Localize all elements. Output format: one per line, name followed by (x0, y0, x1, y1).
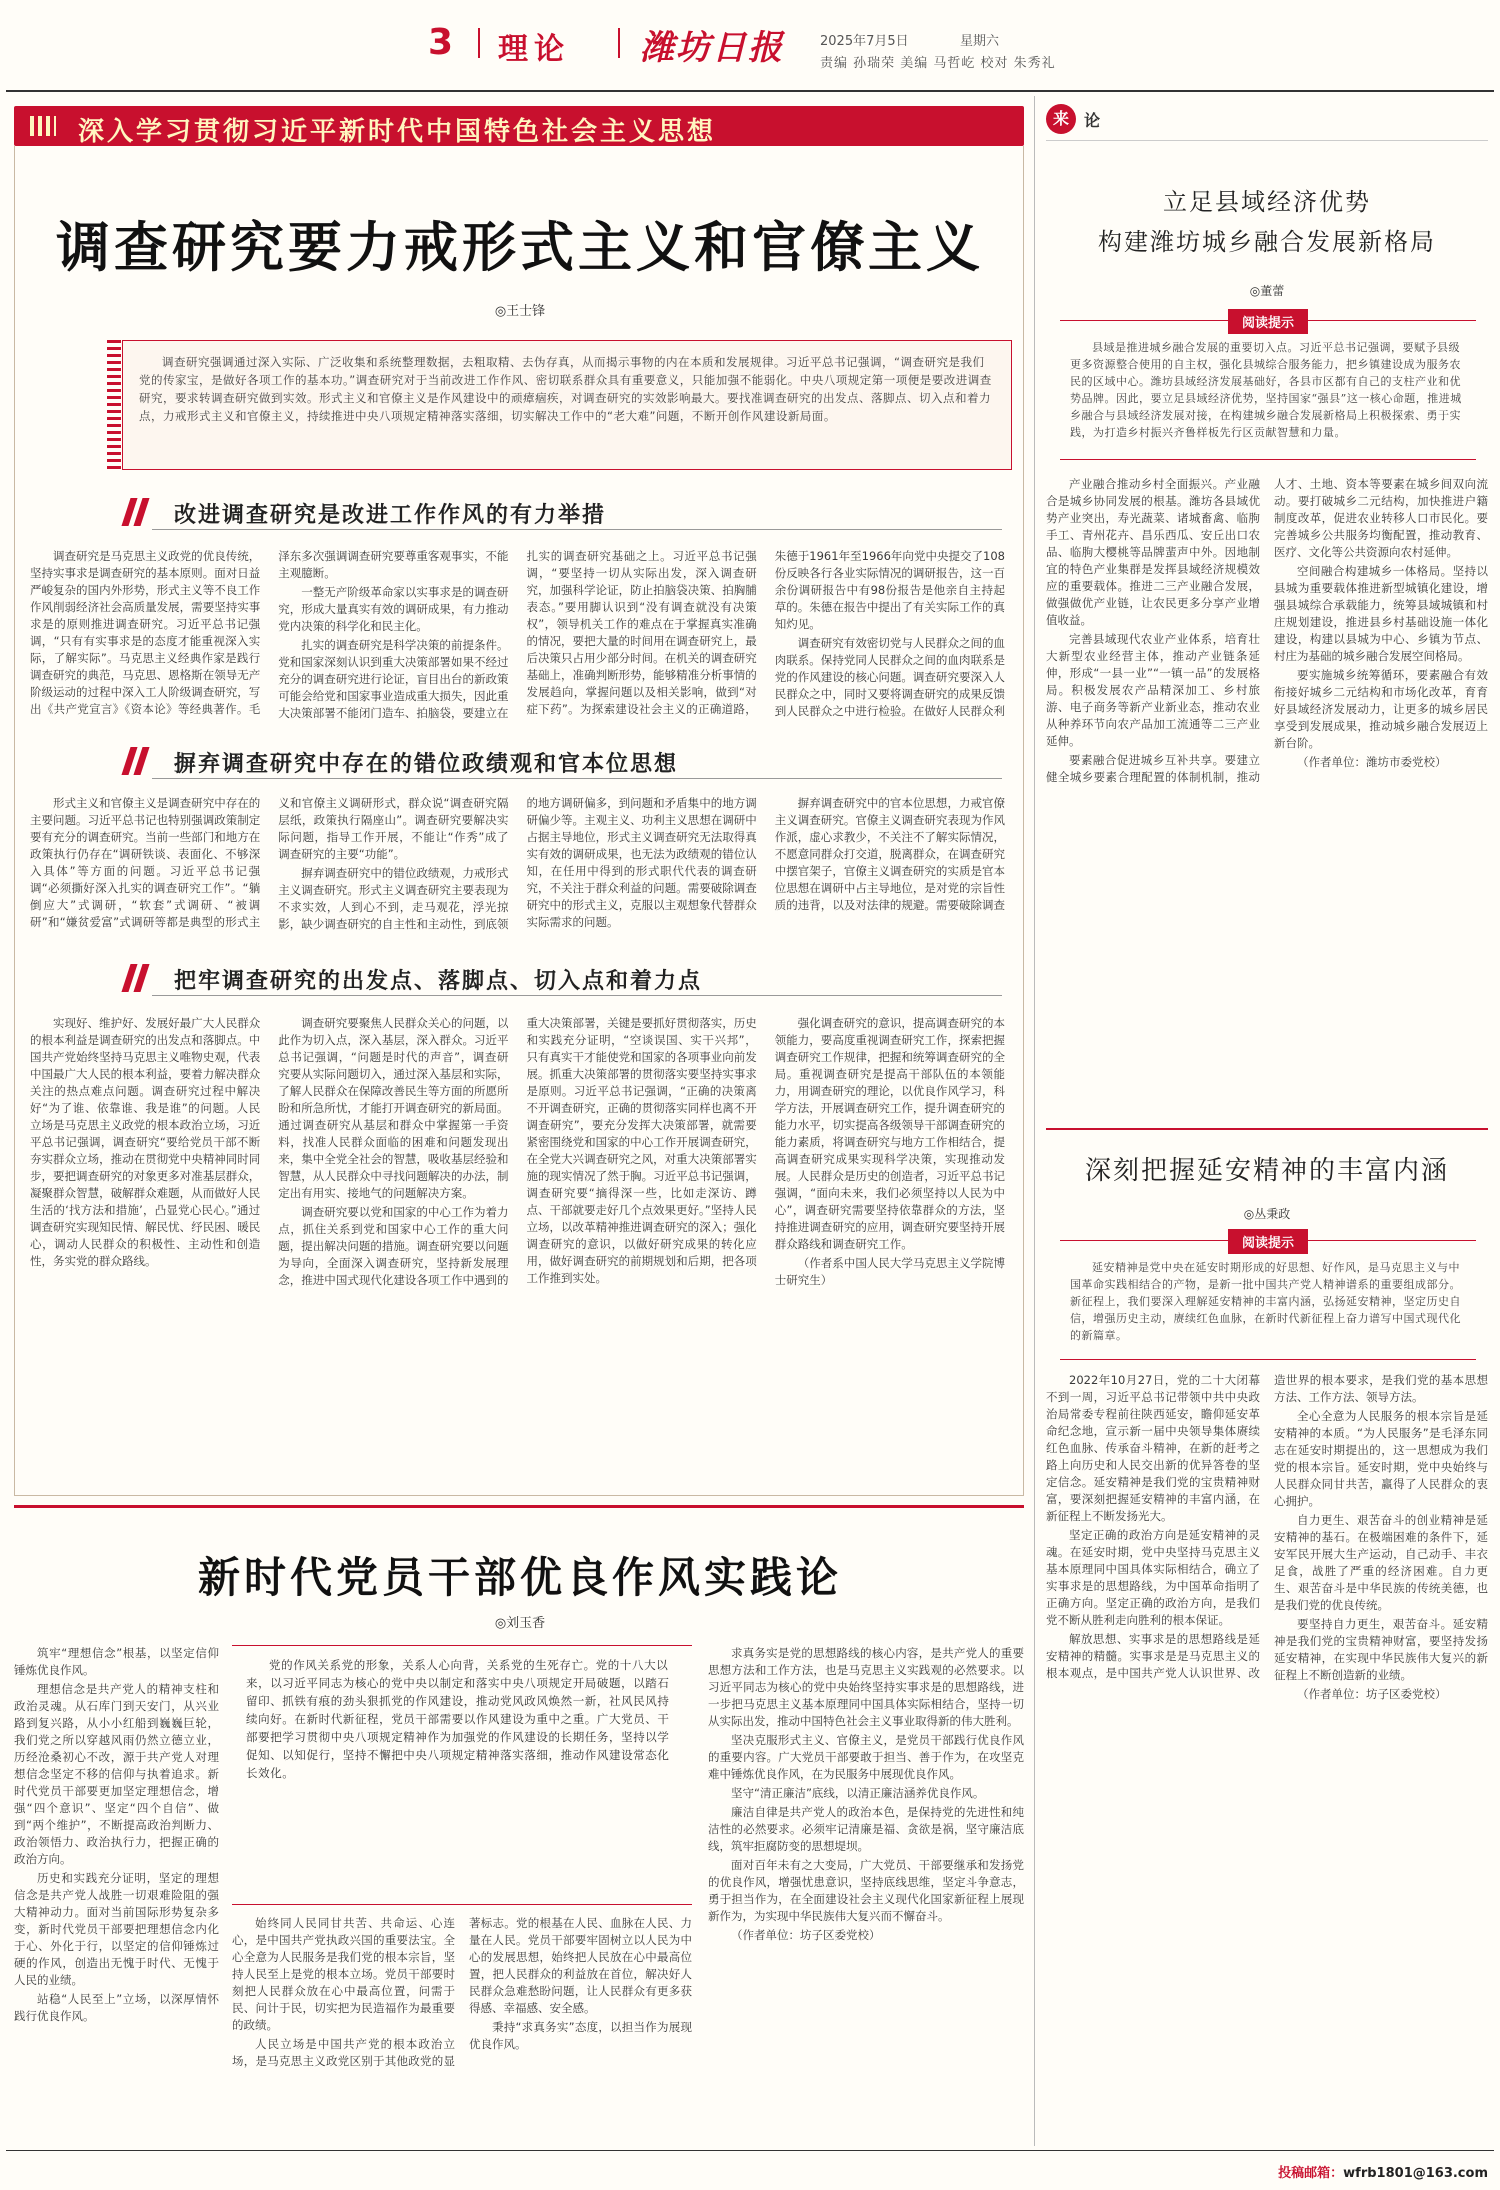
section-heading-rule (152, 778, 1002, 779)
author-affiliation: （作者系中国人民大学马克思主义学院博士研究生） (774, 1256, 1005, 1287)
paragraph: 全心全意为人民服务的根本宗旨是延安精神的本质。“为人民服务”是毛泽东同志在延安时期提出的，这一思想成为我们党的根本宗旨。延安时期，党中央始终与人民群众同甘共苦，赢得了人民群众的衷心拥护。 (1274, 1409, 1488, 1508)
paragraph: 廉洁自律是共产党人的政治本色，是保持党的先进性和纯洁性的必然要求。必须牢记清廉是福、贪欲是祸，坚守廉洁底线，筑牢拒腐防变的思想堤坝。 (708, 1805, 1024, 1853)
paragraph: 坚决克服形式主义、官僚主义，是党员干部践行优良作风的重要内容。广大党员干部要敢于担当、善于作为，在攻坚克难中锤炼优良作风，在为民服务中展现优良作风。 (708, 1733, 1024, 1781)
reading-tip-box (1060, 1236, 1476, 1360)
paragraph: 扎实的调查研究是科学决策的前提条件。党和国家深刻认识到重大决策部署如果不经过充分的调查研究进行论证，盲目出台的新政策可能会给党和国家事业造成重大损失，因此重大决策部署不能闭门造车、拍脑袋，要建立在扎实的调查研究基础之上。习近平总书记强调，“要坚持一切从实际出发，深入调查研究，加强科学论证，防止拍脑袋决策、拍胸脯表态。”要用脚认识到“没有调查就没有决策权”，领导机关工作的难点在于掌握真实准确的情况，要把大量的时间用在调查研究上，最后决策只占用少部分时间。在机关的调查研究基础上，准确判断形势，能够精准分析事情的发展趋向，掌握问题以及相关影响，做到“对症下药”。为探索建设社会主义的正确道路，朱德于1961年至1966年向党中央提交了108份反映各行各业实际情况的调研报告，这一百余份调研报告中有98份报告是他亲自主持起草的。朱德在报告中提出了有关实际工作的真知灼见。 (278, 549, 1005, 720)
reading-tip-label: 阅读提示 (1228, 309, 1308, 334)
paragraph: 坚守“清正廉洁”底线，以清正廉洁涵养优良作风。 (731, 1786, 985, 1800)
article-body-column (708, 1645, 1024, 2140)
section-heading-text: 摒弃调查研究中存在的错位政绩观和官本位思想 (174, 751, 679, 777)
article-body-column (14, 1645, 219, 2140)
page-bottom-rule (6, 2150, 1494, 2151)
paragraph: 产业融合推动乡村全面振兴。产业融合是城乡协同发展的根基。潍坊各县域优势产业突出，寿光蔬菜、诸城畜禽、临朐手工、青州花卉、昌乐西瓜、安丘出口农品、临朐大樱桃等品牌蜚声中外。因地制宜的特色产业集群是发挥县域经济规模效应的重要载体。推进二三产业融合发展，做强做优产业链，让农民更多分享产业增值收益。 (1046, 477, 1260, 627)
paragraph: 要坚持自力更生，艰苦奋斗。延安精神是我们党的宝贵精神财富，要坚持发扬延安精神，在实现中华民族伟大复兴的新征程上不断创造新的业绩。 (1274, 1617, 1488, 1682)
article-abstract (122, 340, 1012, 470)
paragraph: 实现好、维护好、发展好最广大人民群众的根本利益是调查研究的出发点和落脚点。中国共产党始终坚持马克思主义唯物史观，代表中国最广大人民的根本利益，要着力解决群众关注的热点难点问题。调查研究过程中解决好“为了谁、依靠谁、我是谁”的问题。人民立场是马克思主义政党的根本政治立场，习近平总书记强调，调查研究“要给党员干部不断夯实群众立场，推动在贯彻党中央精神同时同步，要把调查研究的对象更多对准基层群众，凝聚群众智慧，破解群众难题，从而做好人民生活的‘找方法和措施’，凸显党心民心。”通过调查研究实现知民情、解民忧、纾民困、暖民心，调动人民群众的积极性、主动性和创造性，务实党的群众路线。 (30, 1016, 261, 1268)
reading-tip-box (1060, 316, 1476, 460)
article-title (1046, 182, 1488, 262)
author-affiliation: （作者单位：坊子区委党校） (731, 1928, 881, 1942)
paragraph: 完善县域现代农业产业体系，培育壮大新型农业经营主体，推动产业链条延伸，形成“一县一业”“一镇一品”的发展格局。积极发展农产品精深加工、乡村旅游、电子商务等新产业新业态，推动农业从种养环节向农产品加工流通等二三产业延伸。 (1046, 632, 1260, 748)
paragraph: 一整无产阶级革命家以实事求是的调查研究，形成大量真实有效的调研成果，有力推动党内决策的科学化和民主化。 (278, 585, 509, 633)
article-title-line: 立足县域经济优势 (1163, 188, 1371, 216)
submission-email-label: 投稿邮箱： (1278, 2166, 1344, 2181)
paragraph: 形式主义和官僚主义是调查研究中存在的主要问题。习近平总书记也特别强调政策制定要有充分的调查研究。当前一些部门和地方在政策执行仍存在“调研铁谈、表面化、不够深入具体”等方面的问题。习近平总书记强调“必须撕好深入扎实的调查研究工作”。“躺倒应大”式调研，“软套”式调研、“被调研”和“嫌贫爱富”式调研等都是典型的形式主义和官僚主义调研形式，群众说“调查研究隔层纸，政策执行隔座山”。调查研究要解决实际问题，指导工作开展，不能让“作秀”成了调查研究的主要“功能”。 (30, 796, 509, 929)
article-author: ◎刘玉香 (494, 1616, 546, 1631)
section-label-icon: 来 (1046, 104, 1076, 134)
paragraph: 2022年10月27日，党的二十大闭幕不到一周，习近平总书记带领中共中央政治局常委专程前往陕西延安，瞻仰延安革命纪念地，宣示新一届中央领导集体赓续红色血脉、传承奋斗精神，在新的赶考之路上向历史和人民交出新的优异答卷的坚定信念。延安精神是我们党的宝贵精神财富，要深刻把握延安精神的丰富内涵，在新征程上不断发扬光大。 (1046, 1373, 1260, 1523)
paragraph: 面对百年未有之大变局，广大党员、干部要继承和发扬党的优良作风，增强忧患意识，坚持底线思维，坚定斗争意志，勇于担当作为，在全面建设社会主义现代化国家新征程上展现新作为，为实现中华民族伟大复兴而不懈奋斗。 (708, 1858, 1024, 1923)
article-body (1046, 476, 1488, 1116)
masthead-rule (6, 90, 1494, 92)
issue-weekday: 星期六 (960, 34, 1000, 49)
article-title: 调查研究要力戒形式主义和官僚主义 (56, 215, 984, 279)
paragraph: 求真务实是党的思想路线的核心内容，是共产党人的重要思想方法和工作方法，也是马克思主义实践观的必然要求。以习近平同志为核心的党中央始终坚持实事求是的思想路线，进一步把马克思主义基本原理同中国具体实际相结合，坚持一切从实际出发，推动中国特色社会主义事业取得新的伟大胜利。 (708, 1646, 1024, 1728)
paragraph: 要素融合促进城乡互补共享。要建立健全城乡要素合理配置的体制机制，推动人才、土地、资本等要素在城乡间双向流动。要打破城乡二元结构，加快推进户籍制度改革，促进农业转移人口市民化。要完善城乡公共服务均衡配置，推动教育、医疗、文化等公共资源向农村延伸。 (1046, 477, 1488, 784)
paragraph: 调查研究要以党和国家的中心工作为着力点，抓住关系到党和国家中心工作的重大问题，提出解决问题的措施。调查研究要以问题为导向，全面深入调查研究，坚持新发展理念，推进中国式现代化建设各项工作中遇到的重大决策部署，关键是要抓好贯彻落实，历史和实践充分证明，“空谈误国、实干兴邦”，只有真实干才能使党和国家的各项事业向前发展。抓重大决策部署的贯彻落实要坚持实事求是原则。习近平总书记强调，“正确的决策离不开调查研究，正确的贯彻落实同样也离不开调查研究”，要充分发挥大决策部署，就需要紧密围绕党和国家的中心工作开展调查研究，在全党大兴调查研究之风，对重大决策部署实施的现实情况了然于胸。习近平总书记强调，调查研究要“摘得深一些，比如走深访、蹲点、干部就要走好几个点效果更好。”坚持人民立场，以改革精神推进调查研究的深入；强化调查研究的意识，以做好研究成果的转化应用，做好调查研究的前期规划和后期，把各项工作推到实处。 (278, 1016, 757, 1287)
article-title: 深刻把握延安精神的丰富内涵 (1084, 1156, 1449, 1186)
section-heading-text: 把牢调查研究的出发点、落脚点、切入点和着力点 (174, 968, 703, 994)
paragraph: 空间融合构建城乡一体格局。坚持以县城为重要载体推进新型城镇化建设，增强县城综合承载能力，统筹县域城镇和村庄规划建设，推进县乡村基础设施一体化建设，构建以县城为中心、乡镇为节点、村庄为基础的城乡融合发展空间格局。 (1274, 564, 1488, 663)
section-body (30, 1015, 1005, 1485)
article-separator (1046, 1128, 1488, 1130)
page-number: 3 (428, 22, 454, 63)
paragraph: 自力更生、艰苦奋斗的创业精神是延安精神的基石。在极端困难的条件下，延安军民开展大生产运动，自己动手、丰衣足食，战胜了严重的经济困难。自力更生、艰苦奋斗是中华民族的传统美德，也是我们党的优良传统。 (1274, 1513, 1488, 1612)
section-body (30, 548, 1005, 723)
paragraph: 摒弃调查研究中的官本位思想，力戒官僚主义调查研究。官僚主义调查研究表现为作风作派，虚心求教少，不关注不了解实际情况，不愿意同群众打交道，脱离群众，在调查研究中摆官架子，官僚主义调查研究的实质是官本位思想在调研中占主导地位，是对党的宗旨性质的违背，以及对法律的规避。需要破除调查 (774, 796, 1005, 912)
section-label (1046, 104, 1116, 138)
paragraph: 站稳“人民至上”立场，以深厚情怀践行优良作风。 (14, 1992, 219, 2023)
section-heading-rule (152, 995, 1002, 996)
paragraph: 理想信念是共产党人的精神支柱和政治灵魂。从石库门到天安门，从兴业路到复兴路，从小小红船到巍巍巨轮，我们党之所以穿越风雨仍然立德立业，历经沧桑初心不改，源于共产党人对理想信念坚定不移的信仰与执着追求。新时代党员干部要更加坚定理想信念，增强“四个意识”、坚定“四个自信”、做到“两个维护”，不断提高政治判断力、政治领悟力、政治执行力，把握正确的政治方向。 (14, 1682, 219, 1866)
newspaper-logo: 潍坊日报 (640, 28, 784, 68)
section-body (30, 795, 1005, 945)
paragraph: 摒弃调查研究中的错位政绩观，力戒形式主义调查研究。形式主义调查研究主要表现为不求实效，人到心不到，走马观花，浮光掠影，缺少调查研究的自主性和主动性，到底领的地方调研偏多，到问题和矛盾集中的地方调研偏少等。主观主义、功利主义思想在调研中占据主导地位，形式主义调查研究无法取得真实有效的调研成果，也无法为政绩观的错位认知，在任用中得到的形式职代代表的调查研究，不关注于群众利益的问题。需要破除调查研究中的形式主义，克服以主观想象代替群众实际需求的问题。 (278, 796, 757, 931)
author-affiliation: （作者单位：坊子区委党校） (1297, 1687, 1447, 1701)
section-name: 理论 (498, 32, 570, 67)
paragraph: 强化调查研究的意识，提高调查研究的本领能力，要高度重视调查研究工作，探索把握调查研究工作规律，把握和统筹调查研究的全局。重视调查研究是提高干部队伍的本领能力，用调查研究的理论，以优良作风学习，科学方法，开展调查研究工作，提升调查研究的能力水平，切实提高各级领导干部调查研究的能力素质，将调查研究与地方工作相结合，提高调查研究成果实现科学决策，实现推动发展。人民群众是历史的创造者，习近平总书记强调，“面向未来，我们必须坚持以人民为中心”，调查研究需要坚持依靠群众的方法，坚持推进调查研究的应用，调查研究要坚持开展群众路线和调查研究工作。 (774, 1016, 1005, 1251)
submission-email (1046, 2162, 1488, 2181)
section-heading-marker-icon (122, 747, 150, 775)
paragraph: 解放思想、实事求是的思想路线是延安精神的精髓。实事求是是马克思主义的根本观点，是中国共产党人认识世界、改造世界的根本要求，是我们党的基本思想方法、工作方法、领导方法。 (1046, 1373, 1488, 1680)
section-heading (122, 496, 1002, 530)
paragraph: 历史和实践充分证明，坚定的理想信念是共产党人战胜一切艰难险阻的强大精神动力。面对当前国际形势复杂多变，新时代党员干部要把理想信念内化于心、外化于行，以坚定的信仰锤炼过硬的作风，创造出无愧于时代、无愧于人民的业绩。 (14, 1871, 219, 1987)
topic-banner-text: 深入学习贯彻习近平新时代中国特色社会主义思想 (78, 117, 717, 147)
pull-quote (232, 1645, 692, 1905)
paragraph: 调查研究有效密切党与人民群众之间的血肉联系。保持党同人民群众之间的血肉联系是党的作风建设的核心问题。调查研究要深入人民群众之中，同时又要将调查研究的成果反馈到人民群众之中进行检验。在做好人民群众利 (774, 636, 1005, 718)
section-label-text: 论 (1084, 111, 1101, 130)
column-divider (1034, 96, 1035, 2146)
paragraph: 始终同人民同甘共苦、共命运、心连心，是中国共产党执政兴国的重要法宝。全心全意为人民服务是我们党的根本宗旨，坚持人民至上是党的根本立场。党员干部要时刻把人民群众放在心中最高位置，问需于民、问计于民，切实把为民造福作为最重要的政绩。 (232, 1916, 455, 2032)
editor-credits: 责编 孙瑞荣 美编 马哲屹 校对 朱秀礼 (820, 56, 1056, 71)
pull-quote-text: 党的作风关系党的形象，关系人心向背，关系党的生死存亡。党的十八大以来，以习近平同志为核心的党中央以制定和落实中央八项规定开局破题，以踏石留印、抓铁有痕的劲头狠抓党的作风建设，推动党风政风焕然一新，社风民风持续向好。在新时代新征程，党员干部需要以作风建设为重中之重。广大党员、干部要把学习贯彻中央八项规定精神作为加强党的作风建设的长期任务，坚持以学促知、以知促行，坚持不懈把中央八项规定精神落实落细，推动作风建设常态化长效化。 (246, 1658, 670, 1780)
paragraph: 筑牢“理想信念”根基，以坚定信仰锤炼优良作风。 (14, 1646, 219, 1677)
article-body (1046, 1372, 1488, 2142)
article-author: ◎王士锋 (494, 304, 546, 319)
article-title: 新时代党员干部优良作风实践论 (197, 1553, 842, 1602)
section-label-rule (1046, 140, 1488, 141)
paragraph: 人民立场是中国共产党的根本政治立场，是马克思主义政党区别于其他政党的显著标志。党的根基在人民、血脉在人民、力量在人民。党员干部要牢固树立以人民为中心的发展思想，始终把人民放在心中最高位置，把人民群众的利益放在首位，解决好人民群众急难愁盼问题，让人民群众有更多获得感、幸福感、安全感。 (232, 1916, 692, 2068)
paragraph: 秉持“求真务实”态度，以担当作为展现优良作风。 (469, 2020, 692, 2051)
section-heading-rule (152, 529, 1002, 530)
abstract-text: 调查研究强调通过深入实际、广泛收集和系统整理数据，去粗取精、去伪存真，从而揭示事物的内在本质和发展规律。习近平总书记强调，“调查研究是我们党的传家宝，是做好各项工作的基本功。”调查研究对于当前改进工作作风、密切联系群众具有重要意义，只能加强不能弱化。中央八项规定第一项便是要改进调查研究，要求转调查研究做到实效。形式主义和官僚主义是作风建设中的顽瘴痼疾，对调查研究的实效影响最大。要找准调查研究的出发点、落脚点、切入点和着力点，力戒形式主义和官僚主义，持续推进中央八项规定精神落实落细，切实解决工作中的“老大难”问题，不断开创作风建设新局面。 (139, 355, 992, 423)
section-heading (122, 745, 1002, 779)
article-author: ◎董蕾 (1249, 284, 1285, 298)
section-heading (122, 962, 1002, 996)
topic-banner (14, 106, 1024, 146)
article-body-column (232, 1915, 692, 2140)
submission-email-address[interactable]: wfrb1801@163.com (1343, 2166, 1488, 2181)
section-heading-marker-icon (122, 964, 150, 992)
reading-tip-text: 县域是推进城乡融合发展的重要切入点。习近平总书记强调，要赋予县级更多资源整合使用的自主权，强化县城综合服务能力，把乡镇建设成为服务农民的区域中心。潍坊县域经济发展基础好，各县市区都有自己的支柱产业和优势品牌。因此，要立足县域经济优势，坚持国家“强县”这一核心命题，推进城乡融合与县域经济发展对接，在构建城乡融合发展新格局上积极探索、勇于实践，为打造乡村振兴齐鲁样板先行区贡献智慧和力量。 (1070, 341, 1462, 439)
paragraph: 要实施城乡统筹循环，要素融合有效衔接好城乡二元结构和市场化改革，育育好县域经济发展动力，让更多的城乡居民享受到发展成果，推动城乡融合发展迈上新台阶。 (1274, 668, 1488, 750)
article-author: ◎丛秉政 (1243, 1207, 1291, 1221)
paragraph: 调查研究要聚焦人民群众关心的问题，以此作为切入点，深入基层，深入群众。习近平总书记强调，“问题是时代的声音”，调查研究要从实际问题切入，通过深入基层和实际，了解人民群众在保障改善民生等方面的所愿所盼和所急所忧，才能打开调查研究的新局面。通过调查研究从基层和群众中掌握第一手资料，找准人民群众面临的困难和问题发现出来，集中全党全社会的智慧，吸收基层经验和智慧，从人民群众中寻找问题解决的办法，制定出有用实、接地气的问题解决方案。 (278, 1016, 509, 1200)
masthead-divider (618, 28, 620, 58)
section-heading-text: 改进调查研究是改进工作作风的有力举措 (174, 502, 607, 528)
reading-tip-label: 阅读提示 (1228, 1229, 1308, 1254)
masthead-divider (478, 28, 480, 58)
paragraph: 坚定正确的政治方向是延安精神的灵魂。在延安时期，党中央坚持马克思主义基本原理同中国具体实际相结合，确立了实事求是的思想路线，为中国革命指明了正确方向。坚定正确的政治方向，是我们党不断从胜利走向胜利的根本保证。 (1046, 1528, 1260, 1627)
article-separator (14, 1505, 1024, 1508)
paragraph: 调查研究是马克思主义政党的优良传统，坚持实事求是调查研究的基本原则。面对日益严峻复杂的国内外形势，形式主义等不良工作作风削弱经济社会高质量发展，需要坚持实事求是的原则推进调查研究。习近平总书记强调，“只有有实事求是的态度才能重视深入实际，了解实际”。马克思主义经典作家是践行调查研究的典范，马克思、恩格斯在领导无产阶级运动的过程中深入工人阶级调查研究，写出《共产党宣言》《资本论》等经典著作。毛泽东多次强调调查研究要尊重客观事实，不能主观臆断。 (30, 549, 509, 716)
masthead (0, 0, 1500, 92)
section-heading-marker-icon (122, 498, 150, 526)
reading-tip-text: 延安精神是党中央在延安时期形成的好思想、好作风，是马克思主义与中国革命实践相结合的产物，是新一批中国共产党人精神谱系的重要组成部分。新征程上，我们要深入理解延安精神的丰富内涵，弘扬延安精神，坚定历史自信，增强历史主动，赓续红色血脉，在新时代新征程上奋力谱写中国式现代化的新篇章。 (1070, 1261, 1461, 1342)
issue-date: 2025年7月5日 (820, 34, 909, 49)
author-affiliation: （作者单位：潍坊市委党校） (1297, 755, 1447, 769)
article-title-line: 构建潍坊城乡融合发展新格局 (1098, 228, 1436, 256)
